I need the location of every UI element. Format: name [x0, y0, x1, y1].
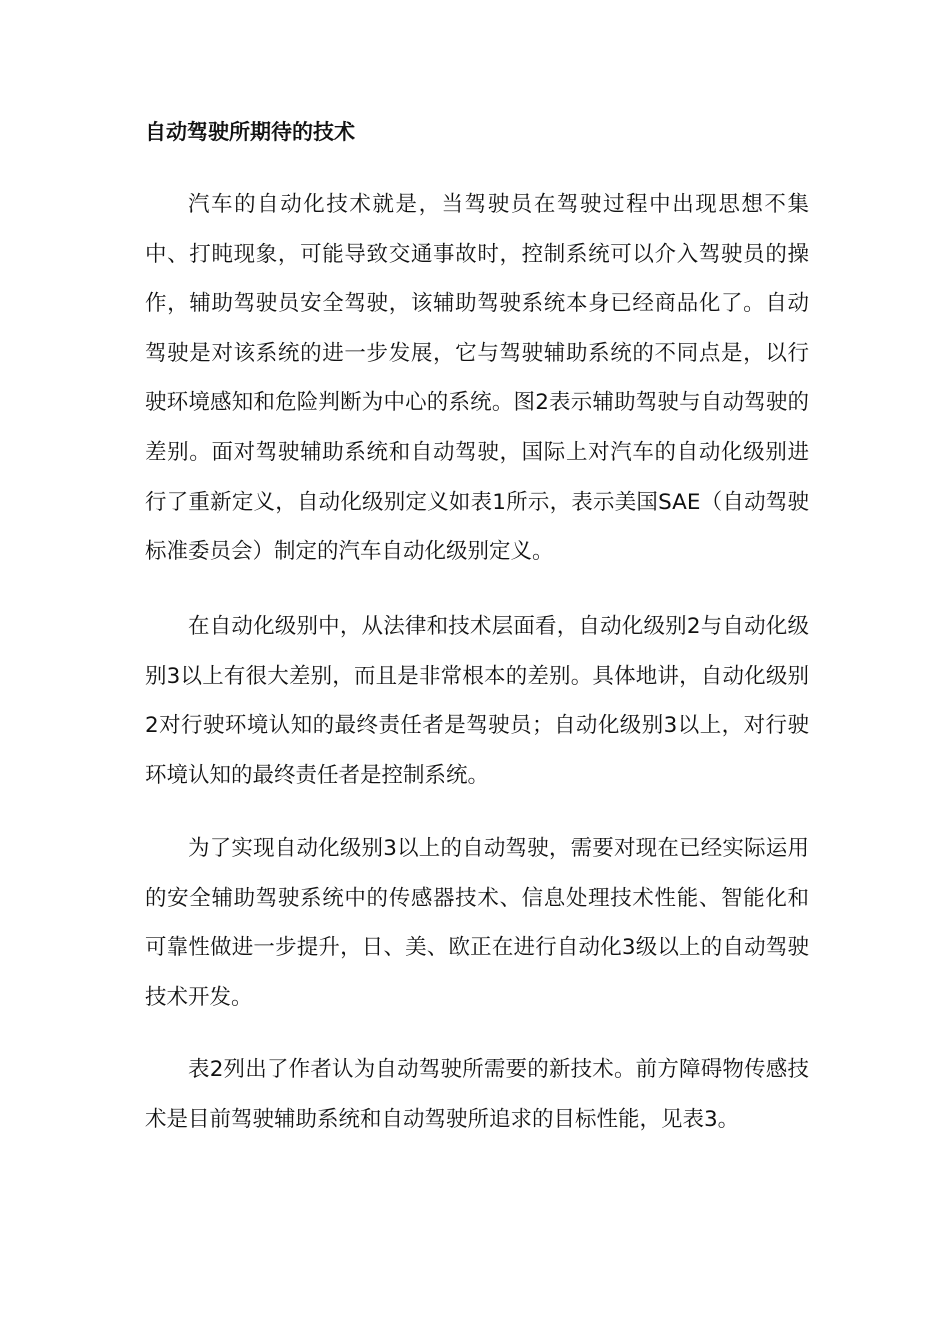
paragraph-level3-requirements: 为了实现自动化级别3以上的自动驾驶，需要对现在已经实际运用的安全辅助驾驶系统中的传感器技术、信息处理技术性能、智能化和可靠性做进一步提升，日、美、欧正在进行自动化3级以上的自动驾驶技术开发。 [145, 836, 809, 1010]
paragraph-new-technologies: 表2列出了作者认为自动驾驶所需要的新技术。前方障碍物传感技术是目前驾驶辅助系统和自动驾驶所追求的目标性能，见表3。 [145, 1057, 809, 1132]
paragraph-intro: 汽车的自动化技术就是，当驾驶员在驾驶过程中出现思想不集中、打盹现象，可能导致交通事故时，控制系统可以介入驾驶员的操作，辅助驾驶员安全驾驶，该辅助驾驶系统本身已经商品化了。自动驾驶是对该系统的进一步发展，它与驾驶辅助系统的不同点是，以行驶环境感知和危险判断为中心的系统。图2表示辅助驾驶与自动驾驶的差别。面对驾驶辅助系统和自动驾驶，国际上对汽车的自动化级别进行了重新定义，自动化级别定义如表1所示，表示美国SAE（自动驾驶标准委员会）制定的汽车自动化级别定义。 [145, 192, 809, 565]
section-heading: 自动驾驶所期待的技术 [145, 120, 355, 144]
paragraph-level-difference: 在自动化级别中，从法律和技术层面看，自动化级别2与自动化级别3以上有很大差别，而且是非常根本的差别。具体地讲，自动化级别2对行驶环境认知的最终责任者是驾驶员；自动化级别3以上，对行驶环境认知的最终责任者是控制系统。 [145, 614, 809, 788]
